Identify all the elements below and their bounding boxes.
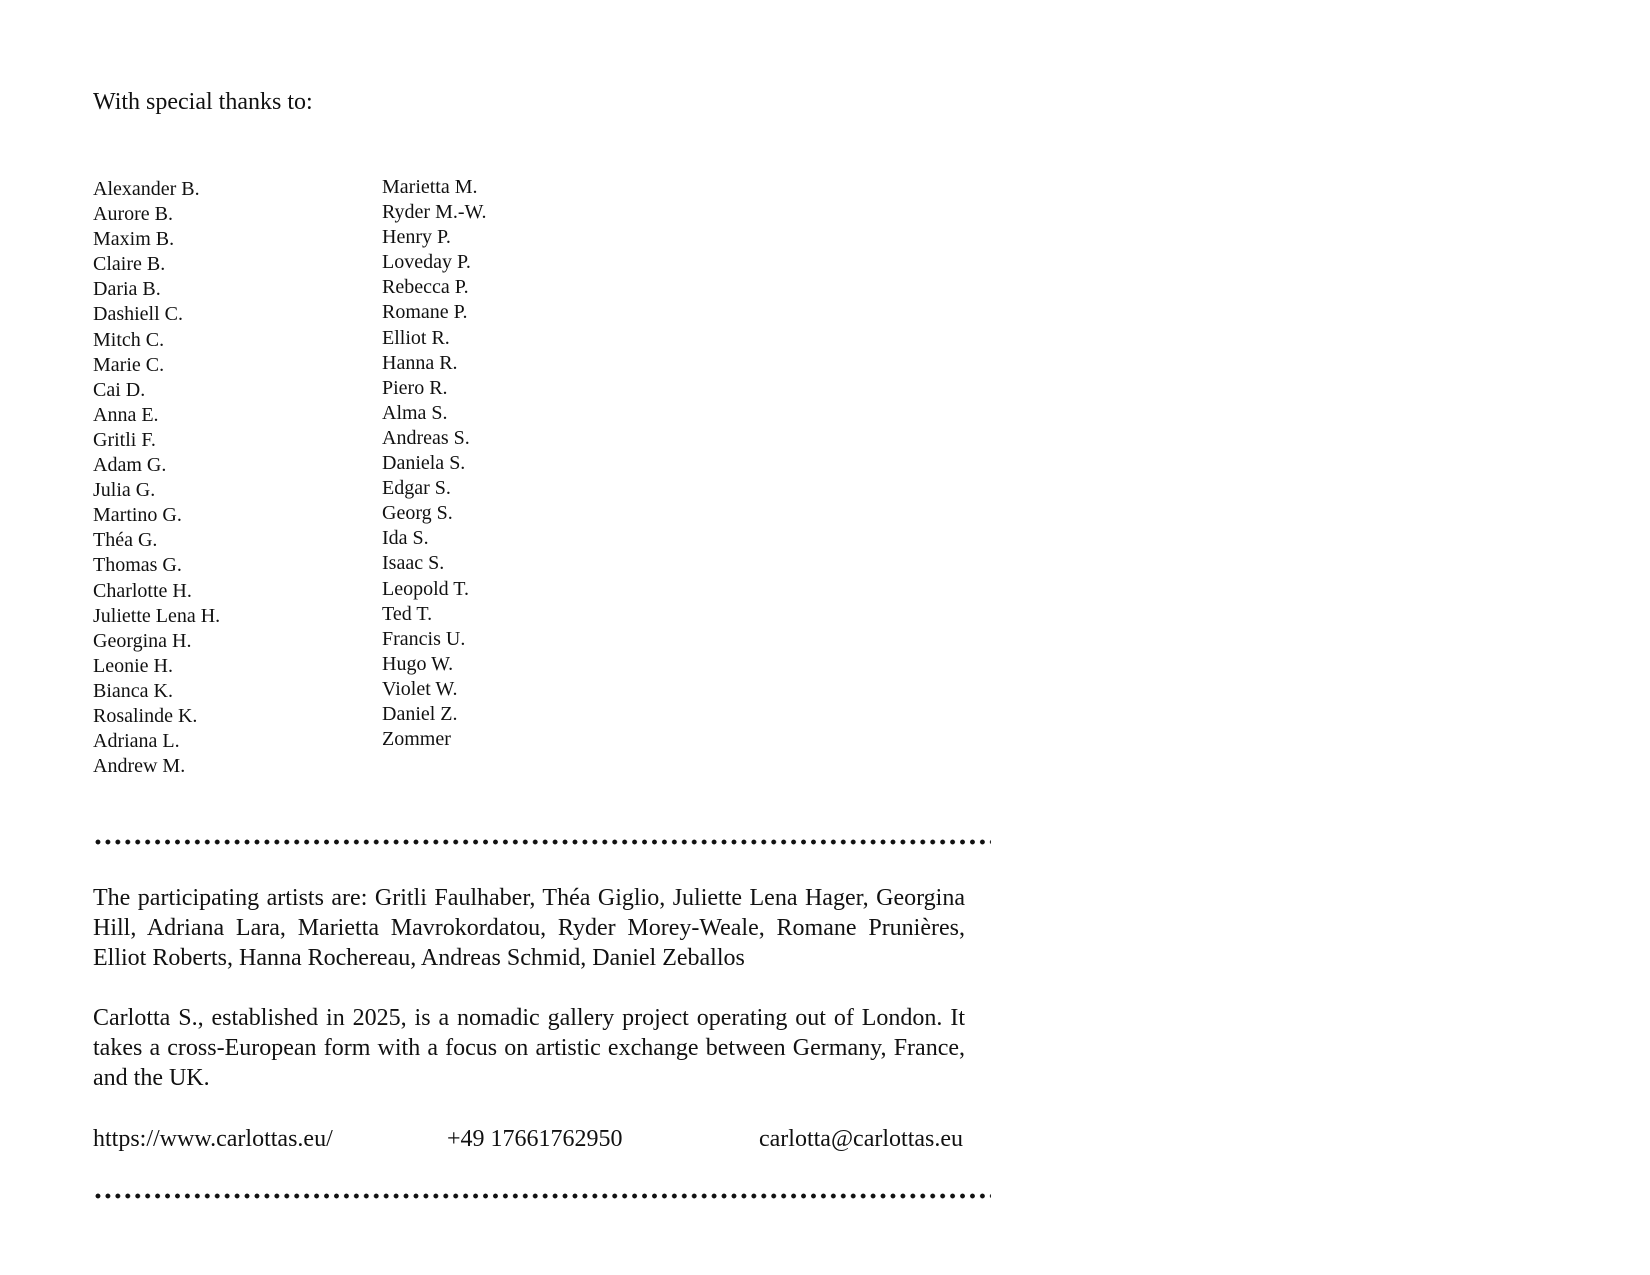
thanks-name: Martino G. (93, 504, 182, 527)
thanks-name: Claire B. (93, 253, 166, 276)
thanks-name: Juliette Lena H. (93, 604, 221, 627)
thanks-name: Leonie H. (93, 654, 173, 677)
thanks-name: Andreas S. (382, 426, 470, 449)
thanks-name: Maxim B. (93, 228, 175, 251)
thanks-name: Marie C. (93, 353, 165, 376)
thanks-name: Francis U. (382, 627, 466, 650)
thanks-name: Julia G. (93, 479, 156, 502)
thanks-name: Leopold T. (382, 577, 470, 600)
thanks-name: Dashiell C. (93, 303, 183, 326)
thanks-name: Piero R. (382, 376, 448, 399)
phone-number: +49 17661762950 (447, 1126, 623, 1152)
thanks-name: Rebecca P. (382, 276, 469, 299)
thanks-name: Violet W. (382, 677, 458, 700)
thanks-name: Georgina H. (93, 629, 192, 652)
thanks-name: Georg S. (382, 502, 453, 525)
thanks-name: Ida S. (382, 527, 429, 550)
thanks-name: Elliot R. (382, 326, 450, 349)
thanks-name: Romane P. (382, 301, 468, 324)
gallery-description-paragraph: Carlotta S., established in 2025, is a nomadic gallery project operating out of London. It takes a cross-European form with a focus on artistic exchange between Germany, France, and the UK. (93, 1005, 965, 1091)
thanks-name: Hanna R. (382, 351, 458, 374)
thanks-name: Hugo W. (382, 652, 454, 675)
dotted-divider-top (93, 839, 991, 845)
thanks-name: Edgar S. (382, 477, 451, 500)
thanks-heading: With special thanks to: (93, 89, 313, 115)
thanks-name: Alma S. (382, 401, 448, 424)
thanks-name: Daniel Z. (382, 702, 458, 725)
thanks-name: Zommer (382, 728, 451, 751)
thanks-name: Daria B. (93, 278, 161, 301)
participating-artists-paragraph: The participating artists are: Gritli Faulhaber, Théa Giglio, Juliette Lena Hager, Georgina Hill, Adriana Lara, Marietta Mavrokordatou, Ryder Morey-Weale, Romane Prunières, Elliot Roberts, Hanna Rochereau, Andreas Schmid, Daniel Zeballos (93, 885, 965, 971)
thanks-name: Cai D. (93, 378, 146, 401)
thanks-name: Ted T. (382, 602, 433, 625)
thanks-name: Gritli F. (93, 428, 156, 451)
thanks-name: Anna E. (93, 403, 159, 426)
thanks-name: Andrew M. (93, 755, 186, 778)
thanks-name: Adriana L. (93, 730, 180, 753)
thanks-name: Alexander B. (93, 178, 200, 200)
thanks-name: Daniela S. (382, 452, 466, 475)
thanks-name: Henry P. (382, 226, 451, 249)
thanks-left-column (93, 177, 220, 779)
thanks-name: Charlotte H. (93, 579, 192, 602)
thanks-name: Théa G. (93, 529, 158, 552)
thanks-name: Mitch C. (93, 328, 165, 351)
thanks-right-column (382, 175, 487, 752)
thanks-name: Bianca K. (93, 679, 173, 702)
website-link[interactable]: https://www.carlottas.eu/ (93, 1126, 333, 1152)
thanks-name: Thomas G. (93, 554, 182, 577)
thanks-name: Aurore B. (93, 203, 173, 226)
thanks-name: Marietta M. (382, 176, 478, 198)
thanks-name: Adam G. (93, 454, 167, 477)
thanks-name: Loveday P. (382, 251, 471, 274)
thanks-name: Rosalinde K. (93, 704, 198, 727)
thanks-name: Isaac S. (382, 552, 445, 575)
dotted-divider-bottom (93, 1193, 991, 1199)
thanks-name: Ryder M.-W. (382, 201, 487, 224)
email-link[interactable]: carlotta@carlottas.eu (759, 1126, 963, 1152)
